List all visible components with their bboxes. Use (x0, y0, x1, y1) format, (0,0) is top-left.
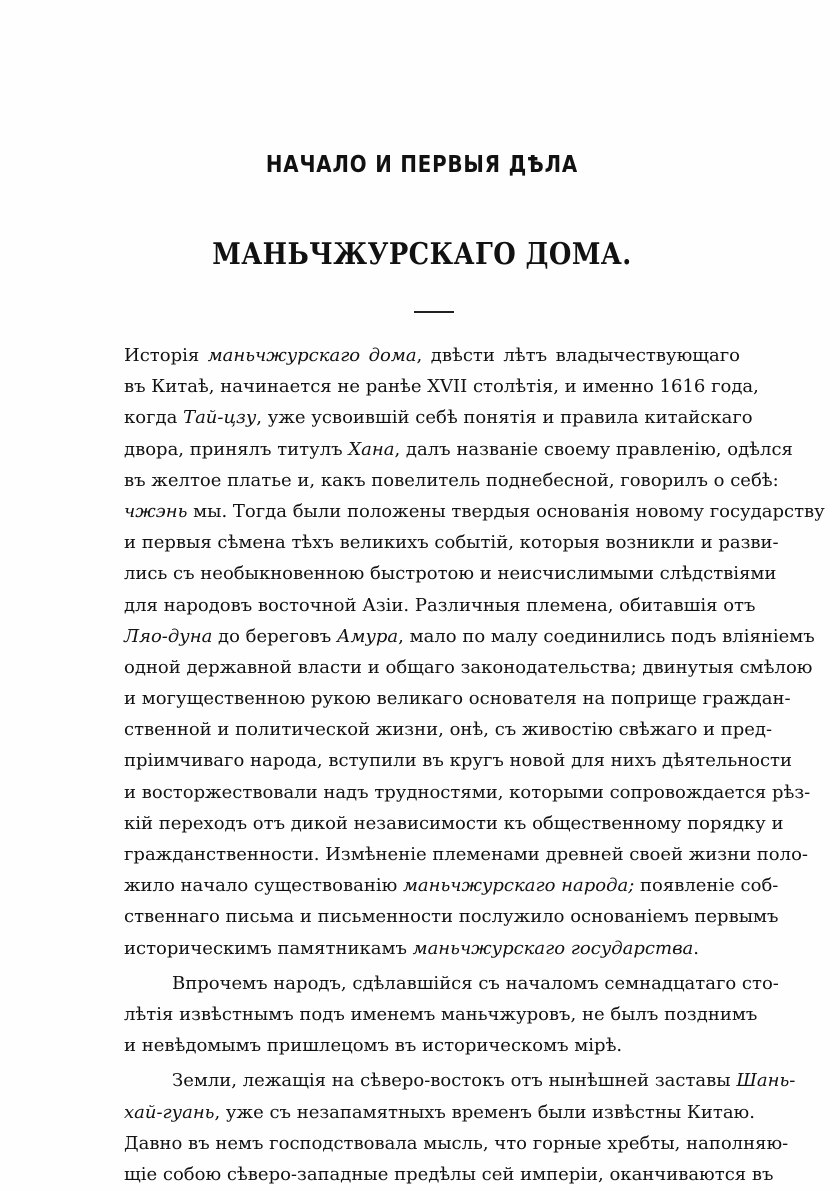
text-run: ственной и политической жизни, онѣ, съ живостію свѣжаго и пред- (124, 719, 773, 741)
text-run: и могущественною рукою великаго основателя на поприще граждан- (124, 688, 791, 710)
text-run: до береговъ (212, 625, 337, 647)
text-line (124, 434, 793, 465)
text-line (124, 465, 779, 496)
text-run: лись съ необыкновенною быстротою и неисчислимыми слѣдствіями (124, 563, 777, 585)
text-line (124, 340, 740, 371)
text-line (124, 870, 779, 901)
text-run: для народовъ восточной Азіи. Различныя племена, обитавшія отъ (124, 594, 756, 616)
text-line (124, 371, 759, 402)
italic-term: маньчжурскаго дома (207, 345, 417, 366)
text-run: Земли, лежащія на сѣверо-востокъ отъ нынѣшней заставы (172, 1070, 737, 1092)
text-run: мы. Тогда были положены твердыя основанія новому государству (187, 500, 825, 522)
text-line (124, 933, 740, 964)
text-line (124, 1097, 755, 1128)
text-line (124, 590, 756, 621)
text-run: жило начало существованію (124, 875, 403, 897)
italic-term: Амура (336, 625, 399, 647)
text-run: , мало по малу соединились подъ вліяніемъ (398, 625, 815, 647)
text-line (124, 745, 793, 776)
text-run: появленіе соб- (634, 875, 779, 897)
text-run: , двѣсти лѣтъ владычествующаго (416, 345, 740, 366)
text-line (124, 777, 811, 808)
text-line (124, 839, 808, 870)
chapter-title: НАЧАЛО И ПЕРВЫЯ ДѢЛА (265, 152, 579, 178)
text-run: гражданственности. Измѣненіе племенами древней своей жизни поло- (124, 844, 808, 865)
text-line (124, 1065, 796, 1096)
text-line (124, 1128, 789, 1159)
text-line (124, 683, 791, 714)
italic-term: Ляо-дуна (124, 625, 213, 647)
text-run: и невѣдомымъ пришлецомъ въ историческомъ мірѣ. (124, 1035, 623, 1057)
text-line (124, 527, 779, 558)
italic-term: маньчжурскаго государства (412, 937, 694, 959)
text-run: , далъ названіе своему правленію, одѣлся (394, 438, 793, 460)
body-text (124, 340, 825, 1190)
title-divider (414, 311, 454, 313)
text-line (124, 999, 758, 1030)
italic-term: маньчжурскаго народа; (402, 875, 635, 897)
text-line (124, 496, 825, 527)
text-run: Давно въ немъ господствовала мысль, что горные хребты, наполняю- (124, 1132, 789, 1154)
text-run: одной державной власти и общаго законодательства; двинутыя смѣлою (124, 656, 813, 678)
text-run: . (693, 937, 700, 959)
text-run: кій переходъ отъ дикой независимости къ общественному порядку и (124, 812, 784, 834)
italic-term: Хана (348, 438, 395, 460)
text-run: и восторжествовали надъ трудностями, которыми сопровождается рѣз- (124, 781, 811, 803)
text-run: историческимъ памятникамъ (124, 937, 413, 959)
text-run: щіе собою сѣверо-западные предѣлы сей имперіи, оканчиваются въ (124, 1163, 774, 1185)
text-line (124, 714, 773, 745)
italic-term: хай-гуань (124, 1101, 215, 1123)
text-line (124, 621, 815, 652)
text-line (124, 402, 753, 433)
text-run: двора, принялъ титулъ (124, 438, 349, 460)
text-run: въ Китаѣ, начинается не ранѣе XVII столѣтія, и именно 1616 года, (124, 376, 759, 398)
text-line (124, 1159, 774, 1190)
text-run: въ желтое платье и, какъ повелитель поднебесной, говорилъ о себѣ: (124, 469, 779, 491)
italic-term: чжэнь (124, 500, 188, 522)
text-run: Впрочемъ народъ, сдѣлавшійся съ началомъ семнадцатаго сто- (172, 972, 779, 994)
text-line (124, 1030, 740, 1061)
text-line (124, 808, 784, 839)
text-run: , уже съ незапамятныхъ временъ были извѣстны Китаю. (214, 1101, 755, 1123)
text-run: лѣтія извѣстнымъ подъ именемъ маньчжуровъ, не былъ позднимъ (124, 1003, 758, 1025)
text-run: Исторія (124, 345, 208, 366)
text-run: когда (124, 407, 184, 429)
text-line (124, 652, 813, 683)
italic-term: Тай-цзу (183, 407, 257, 429)
italic-term: Шань- (736, 1070, 796, 1092)
text-run: и первыя сѣмена тѣхъ великихъ событій, которыя возникли и разви- (124, 532, 779, 554)
text-run: пріимчиваго народа, вступили въ кругъ новой для нихъ дѣятельности (124, 750, 793, 772)
text-line (124, 901, 779, 932)
text-run: , уже усвоившій себѣ понятія и правила китайскаго (256, 407, 753, 429)
text-line (124, 558, 777, 589)
chapter-subtitle: МАНЬЧЖУРСКАГО ДОМА. (212, 237, 632, 272)
text-line (124, 968, 779, 999)
text-run: ственнаго письма и письменности послужило основаніемъ первымъ (124, 906, 779, 928)
